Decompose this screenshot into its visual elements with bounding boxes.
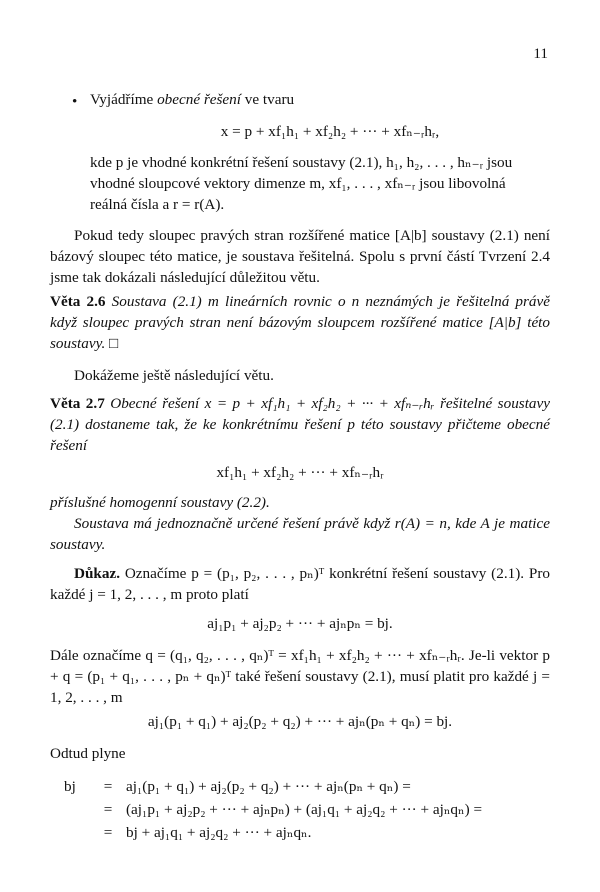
bullet-item-line1 bbox=[90, 89, 550, 110]
theorem-2-7 bbox=[50, 393, 550, 456]
theorem-2-6-label: Věta 2.6 bbox=[50, 293, 106, 310]
equation-homogeneous: xf₁h₁ + xf₂h₂ + ··· + xfₙ₋ᵣhᵣ bbox=[216, 464, 384, 481]
paragraph-2: Dokážeme ještě následující větu. bbox=[74, 367, 274, 384]
chain-equals: = bbox=[103, 824, 113, 841]
theorem-2-7-label: Věta 2.7 bbox=[50, 395, 105, 412]
bullet-intro: Vyjádříme bbox=[90, 91, 154, 108]
bullet-marker: • bbox=[72, 93, 78, 110]
chain-lhs: bj bbox=[64, 778, 76, 795]
chain-line: (aj₁p₁ + aj₂p₂ + ··· + ajₙpₙ) + (aj₁q₁ + aj₂q₂ + ··· + ajₙqₙ) = bbox=[126, 801, 483, 818]
bullet-italic-term: obecné řešení bbox=[157, 91, 241, 108]
bullet-paragraph-line: kde p je vhodné konkrétní řešení soustavy (2.1), h₁, h₂, . . . , hₙ₋ᵣ jsou bbox=[90, 154, 513, 171]
chain-equals: = bbox=[103, 801, 113, 818]
proof-text: Označíme p = (p₁, p₂, . . . , pₙ)ᵀ konkrétní řešení soustavy (2.1). Pro každé j = 1, 2, . . . , m proto platí bbox=[50, 565, 550, 603]
proof-paragraph bbox=[50, 563, 550, 605]
chain-equals: = bbox=[103, 778, 113, 795]
equation-sum: aj₁(p₁ + q₁) + aj₂(p₂ + q₂) + ··· + ajₙ(pₙ + qₙ) = bj. bbox=[147, 713, 453, 730]
paragraph-3: Dále označíme q = (q₁, q₂, . . . , qₙ)ᵀ = xf₁h₁ + xf₂h₂ + ··· + xfₙ₋ᵣhᵣ. Je-li vektor p + q = (p₁ + q₁, . . . , pₙ + qₙ)ᵀ také řešení soustavy (2.1), musí platit pro každé j = 1, 2, . . . , m bbox=[50, 647, 550, 706]
theorem-2-7-text: Obecné řešení x = p + xf₁h₁ + xf₂h₂ + ··· + xfₙ₋ᵣhᵣ řešitelné soustavy (2.1) dostaneme tak, že ke konkrétnímu řešení p této soustavy přičteme obecné řešení bbox=[50, 395, 550, 454]
equation-chain bbox=[64, 776, 550, 845]
bullet-paragraph-line: vhodné sloupcové vektory dimenze m, xf₁, . . . , xfₙ₋ᵣ jsou libovolná bbox=[90, 175, 506, 192]
equation-row: aj₁p₁ + aj₂p₂ + ··· + ajₙpₙ = bj. bbox=[207, 615, 393, 632]
chain-line: bj + aj₁q₁ + aj₂q₂ + ··· + ajₙqₙ. bbox=[126, 824, 312, 841]
paragraph-4: Odtud plyne bbox=[50, 745, 126, 762]
bullet-after: ve tvaru bbox=[244, 91, 295, 108]
bullet-paragraph-line: reálná čísla a r = r(A). bbox=[90, 196, 225, 213]
page-number: 11 bbox=[533, 45, 548, 62]
paragraph-1: Pokud tedy sloupec pravých stran rozšířené matice [A|b] soustavy (2.1) není bázový sloupec této matice, je soustava řešitelná. Spolu s první částí Tvrzení 2.4 jsme tak dokázali následující důležitou větu. bbox=[50, 227, 550, 286]
theorem-2-6 bbox=[50, 291, 550, 354]
equation-general-solution: x = p + xf₁h₁ + xf₂h₂ + ··· + xfₙ₋ᵣhᵣ, bbox=[220, 123, 440, 140]
proof-label: Důkaz. bbox=[74, 565, 120, 582]
theorem-2-7-uniqueness: Soustava má jednoznačně určené řešení právě když r(A) = n, kde A je matice soustavy. bbox=[50, 515, 550, 553]
chain-line: aj₁(p₁ + q₁) + aj₂(p₂ + q₂) + ··· + ajₙ(pₙ + qₙ) = bbox=[126, 778, 411, 795]
theorem-2-6-text: Soustava (2.1) m lineárních rovnic o n neznámých je řešitelná právě když sloupec pravých stran není bázovým sloupcem rozšířené matice [A|b] této soustavy. □ bbox=[50, 293, 551, 352]
theorem-2-7-after: příslušné homogenní soustavy (2.2). bbox=[50, 494, 270, 511]
bullet-paragraph bbox=[90, 152, 550, 215]
